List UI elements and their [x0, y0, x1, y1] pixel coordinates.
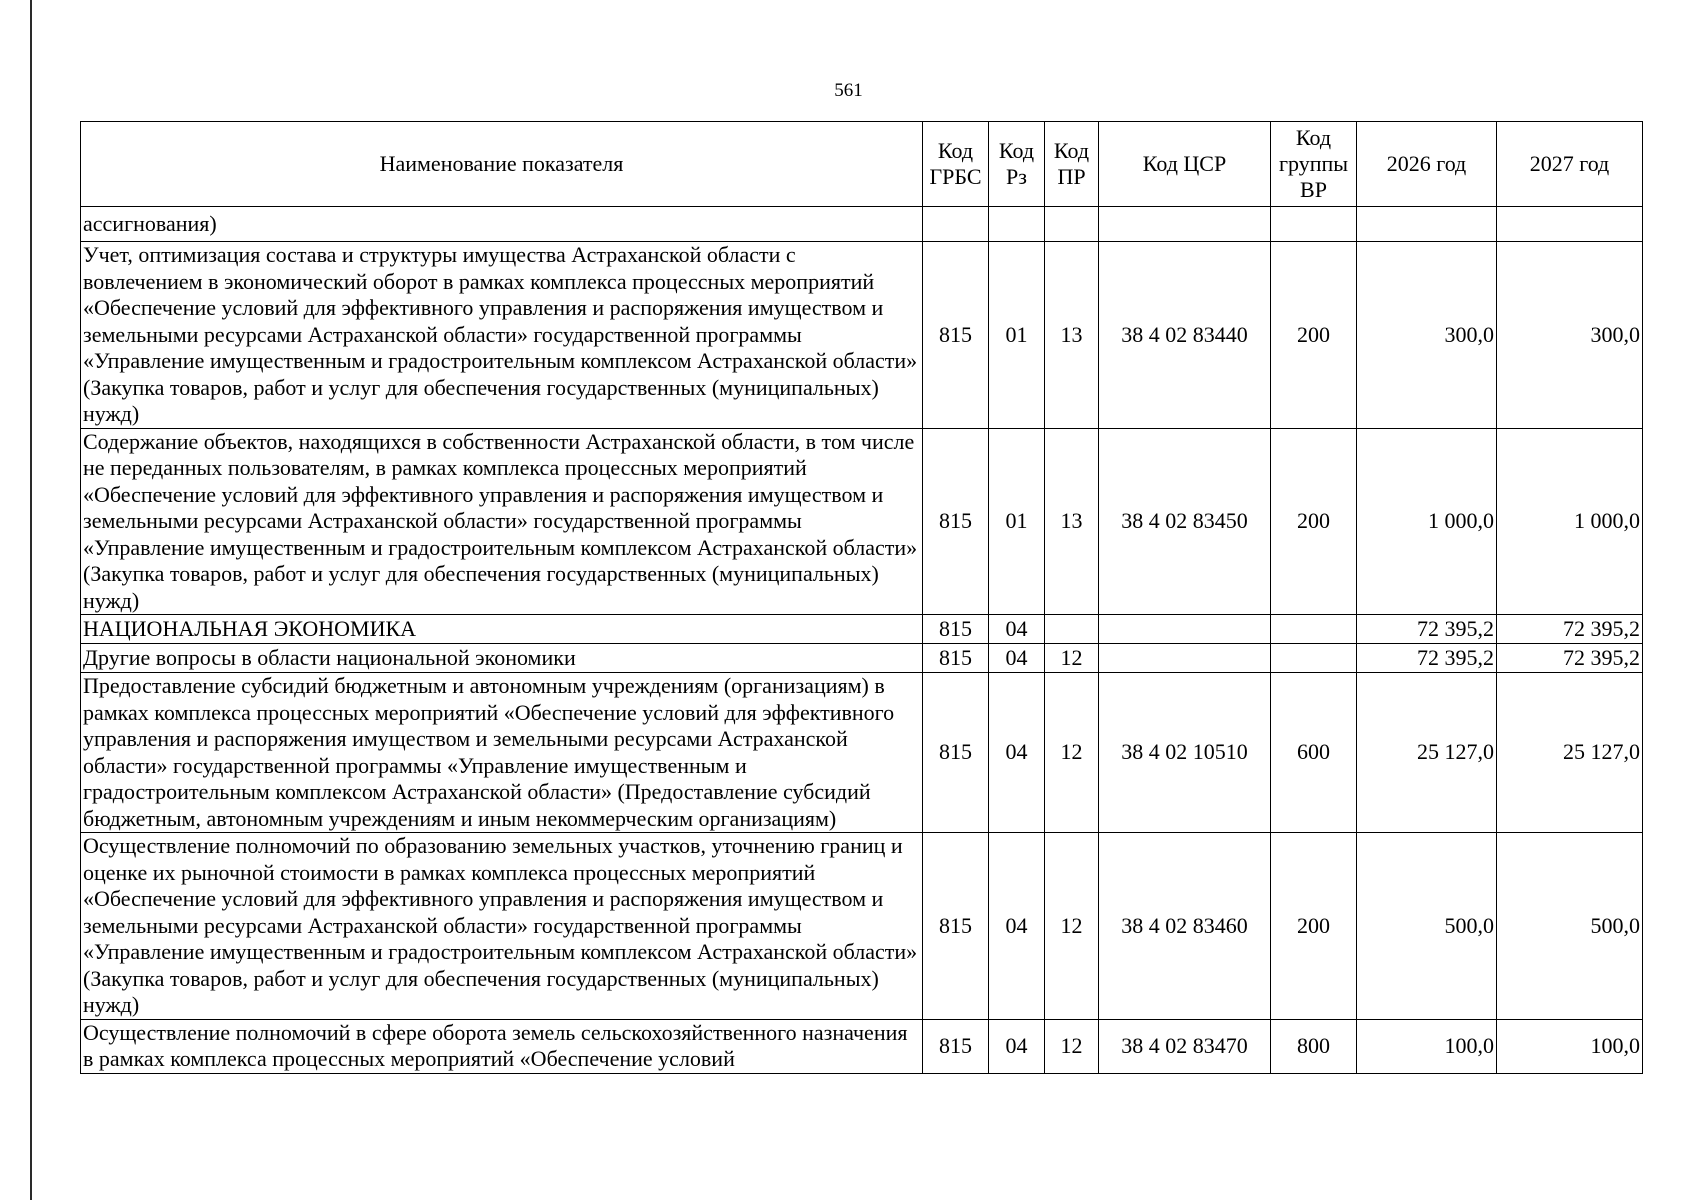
- cell-csr: 38 4 02 83470: [1099, 1019, 1271, 1073]
- cell-rz: [989, 207, 1045, 242]
- cell-2027: 72 395,2: [1497, 644, 1643, 673]
- table-row: [81, 673, 1643, 833]
- cell-vr: [1271, 615, 1357, 644]
- cell-2026: [1357, 207, 1497, 242]
- header-2027: 2027 год: [1497, 122, 1643, 207]
- cell-name: Другие вопросы в области национальной экономики: [81, 644, 923, 673]
- cell-vr: [1271, 644, 1357, 673]
- cell-vr: 200: [1271, 833, 1357, 1020]
- cell-2026: 300,0: [1357, 242, 1497, 429]
- cell-pr: [1045, 615, 1099, 644]
- cell-vr: 200: [1271, 428, 1357, 615]
- cell-pr: 12: [1045, 673, 1099, 833]
- table-row: [81, 615, 1643, 644]
- header-csr: Код ЦСР: [1099, 122, 1271, 207]
- cell-2027: 72 395,2: [1497, 615, 1643, 644]
- cell-rz: 04: [989, 1019, 1045, 1073]
- cell-grbs: 815: [923, 833, 989, 1020]
- cell-pr: 13: [1045, 428, 1099, 615]
- cell-2026: 100,0: [1357, 1019, 1497, 1073]
- cell-grbs: 815: [923, 644, 989, 673]
- cell-name: НАЦИОНАЛЬНАЯ ЭКОНОМИКА: [81, 615, 923, 644]
- cell-pr: 12: [1045, 1019, 1099, 1073]
- table-row: [81, 242, 1643, 429]
- header-grbs: Код ГРБС: [923, 122, 989, 207]
- page-number: 561: [834, 80, 863, 101]
- cell-rz: 01: [989, 242, 1045, 429]
- cell-vr: 200: [1271, 242, 1357, 429]
- cell-2027: 25 127,0: [1497, 673, 1643, 833]
- cell-name: Учет, оптимизация состава и структуры имущества Астраханской области с вовлечением в экономический оборот в рамках комплекса процессных мероприятий «Обеспечение условий для эффективного управления и распоряжения имуществом и земельными ресурсами Астраханской области» государственной программы «Управление имущественным и градостроительным комплексом Астраханской области» (Закупка товаров, работ и услуг для обеспечения государственных (муниципальных) нужд): [81, 242, 923, 429]
- cell-name: Осуществление полномочий в сфере оборота земель сельскохозяйственного назначения в рамках комплекса процессных мероприятий «Обеспечение условий: [81, 1019, 923, 1073]
- table-row: [81, 428, 1643, 615]
- cell-2027: [1497, 207, 1643, 242]
- cell-name: Предоставление субсидий бюджетным и автономным учреждениям (организациям) в рамках комплекса процессных мероприятий «Обеспечение условий для эффективного управления и распоряжения имуществом и земельными ресурсами Астраханской области» государственной программы «Управление имущественным и градостроительным комплексом Астраханской области» (Предоставление субсидий бюджетным, автономным учреждениям и иным некоммерческим организациям): [81, 673, 923, 833]
- header-rz: Код Рз: [989, 122, 1045, 207]
- cell-rz: 01: [989, 428, 1045, 615]
- cell-grbs: [923, 207, 989, 242]
- cell-csr: [1099, 644, 1271, 673]
- budget-table: [80, 121, 1643, 1074]
- cell-pr: 13: [1045, 242, 1099, 429]
- header-2026: 2026 год: [1357, 122, 1497, 207]
- cell-2026: 72 395,2: [1357, 615, 1497, 644]
- table-header: [81, 122, 1643, 207]
- cell-rz: 04: [989, 644, 1045, 673]
- cell-2027: 500,0: [1497, 833, 1643, 1020]
- cell-csr: 38 4 02 83440: [1099, 242, 1271, 429]
- cell-name: Осуществление полномочий по образованию земельных участков, уточнению границ и оценке их рыночной стоимости в рамках комплекса процессных мероприятий «Обеспечение условий для эффективного управления и распоряжения имуществом и земельными ресурсами Астраханской области» государственной программы «Управление имущественным и градостроительным комплексом Астраханской области» (Закупка товаров, работ и услуг для обеспечения государственных (муниципальных) нужд): [81, 833, 923, 1020]
- cell-grbs: 815: [923, 615, 989, 644]
- header-vr: Код группы ВР: [1271, 122, 1357, 207]
- cell-name: ассигнования): [81, 207, 923, 242]
- cell-rz: 04: [989, 833, 1045, 1020]
- table-row: [81, 833, 1643, 1020]
- cell-grbs: 815: [923, 1019, 989, 1073]
- header-name: Наименование показателя: [81, 122, 923, 207]
- table-row: [81, 1019, 1643, 1073]
- cell-rz: 04: [989, 615, 1045, 644]
- cell-csr: 38 4 02 83460: [1099, 833, 1271, 1020]
- table-row: [81, 644, 1643, 673]
- cell-vr: 600: [1271, 673, 1357, 833]
- cell-2027: 300,0: [1497, 242, 1643, 429]
- cell-name: Содержание объектов, находящихся в собственности Астраханской области, в том числе не переданных пользователям, в рамках комплекса процессных мероприятий «Обеспечение условий для эффективного управления и распоряжения имуществом и земельными ресурсами Астраханской области» государственной программы «Управление имущественным и градостроительным комплексом Астраханской области» (Закупка товаров, работ и услуг для обеспечения государственных (муниципальных) нужд): [81, 428, 923, 615]
- cell-rz: 04: [989, 673, 1045, 833]
- cell-csr: [1099, 615, 1271, 644]
- cell-grbs: 815: [923, 242, 989, 429]
- cell-2026: 1 000,0: [1357, 428, 1497, 615]
- cell-pr: 12: [1045, 644, 1099, 673]
- table-body: [81, 207, 1643, 1074]
- cell-vr: 800: [1271, 1019, 1357, 1073]
- table-row: [81, 207, 1643, 242]
- cell-csr: 38 4 02 83450: [1099, 428, 1271, 615]
- header-pr: Код ПР: [1045, 122, 1099, 207]
- cell-pr: 12: [1045, 833, 1099, 1020]
- cell-2026: 72 395,2: [1357, 644, 1497, 673]
- cell-csr: [1099, 207, 1271, 242]
- cell-vr: [1271, 207, 1357, 242]
- binding-margin-line: [30, 0, 32, 1200]
- cell-2026: 500,0: [1357, 833, 1497, 1020]
- cell-csr: 38 4 02 10510: [1099, 673, 1271, 833]
- cell-2027: 1 000,0: [1497, 428, 1643, 615]
- cell-2026: 25 127,0: [1357, 673, 1497, 833]
- cell-grbs: 815: [923, 428, 989, 615]
- cell-grbs: 815: [923, 673, 989, 833]
- cell-2027: 100,0: [1497, 1019, 1643, 1073]
- cell-pr: [1045, 207, 1099, 242]
